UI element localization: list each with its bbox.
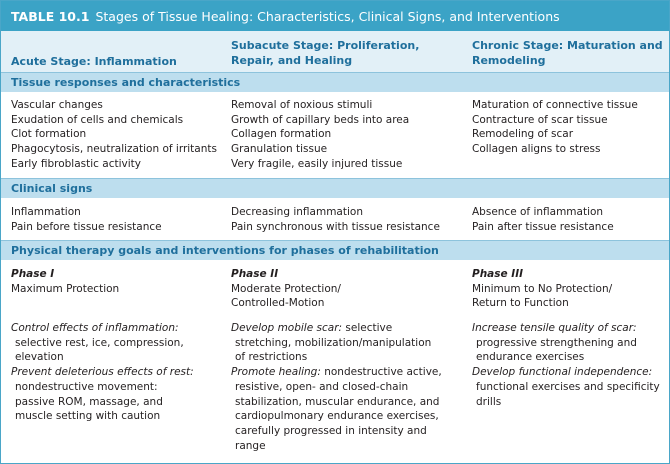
clinical-subacute-cell: Decreasing inflammation Pain synchronous with tissue resistance — [231, 206, 440, 233]
clinical-chronic-cell: Absence of inflammation Pain after tissue resistance — [472, 206, 614, 233]
phase-3-cell: Phase III Minimum to No Protection/ Return to Function — [472, 268, 613, 310]
pt-chronic-interventions: Increase tensile quality of scar: progressive strengthening and endurance exercises Develop functional independence: functional exercises and specificity drills — [472, 322, 660, 408]
phase-1-label: Maximum Protection — [11, 282, 120, 295]
column-header-row — [1, 31, 669, 73]
phase-3-name: Phase III — [472, 268, 524, 280]
section-heading-tissue: Tissue responses and characteristics — [1, 72, 669, 92]
table-title: Stages of Tissue Healing: Characteristics, Clinical Signs, and Interventions — [95, 8, 560, 24]
table-title-bar — [1, 1, 669, 31]
pt-acute-interventions: Control effects of inflammation: selective rest, ice, compression, elevation Prevent deleterious effects of rest: nondestructive movement: passive ROM, massage, and muscle setting with caution — [11, 322, 194, 423]
goal-control-inflammation: Control effects of inflammation: — [11, 322, 179, 334]
goal-promote-healing: Promote healing: — [231, 366, 321, 379]
column-header-acute: Acute Stage: Inflammation — [11, 55, 177, 68]
column-header-subacute: Subacute Stage: Proliferation, Repair, and Healing — [231, 39, 420, 67]
phase-1-cell — [11, 267, 119, 296]
phase-2-cell: Phase II Moderate Protection/ Controlled-Motion — [231, 268, 341, 310]
phase-1-name: Phase I — [11, 268, 55, 280]
phase-2-name: Phase II — [231, 268, 279, 280]
pt-subacute-interventions: Develop mobile scar: selective stretching, mobilization/manipulation of restrictions Promote healing: nondestructive active, resistive, open- and closed-chain stabilization, muscular endurance, and cardiopulmonary endurance exercises, carefully progressed in intensity and range — [231, 322, 442, 452]
column-header-chronic: Chronic Stage: Maturation and Remodeling — [472, 39, 663, 67]
clinical-acute-cell: Inflammation Pain before tissue resistance — [11, 206, 162, 233]
tissue-subacute-cell: Removal of noxious stimuli Growth of capillary beds into area Collagen formation Granulation tissue Very fragile, easily injured tissue — [231, 99, 410, 170]
tissue-chronic-cell: Maturation of connective tissue Contracture of scar tissue Remodeling of scar Collagen aligns to stress — [472, 99, 638, 156]
section-heading-pt: Physical therapy goals and interventions for phases of rehabilitation — [1, 240, 669, 260]
goal-mobile-scar: Develop mobile scar: — [231, 322, 343, 334]
section-heading-clinical: Clinical signs — [1, 178, 669, 198]
table-number: TABLE 10.1 — [11, 8, 90, 24]
tissue-acute-cell: Vascular changes Exudation of cells and chemicals Clot formation Phagocytosis, neutralization of irritants Early fibroblastic activity — [11, 99, 217, 170]
goal-functional-independence: Develop functional independence: — [472, 366, 653, 379]
goal-prevent-rest-effects: Prevent deleterious effects of rest: — [11, 366, 194, 379]
goal-tensile-quality: Increase tensile quality of scar: — [472, 322, 637, 334]
